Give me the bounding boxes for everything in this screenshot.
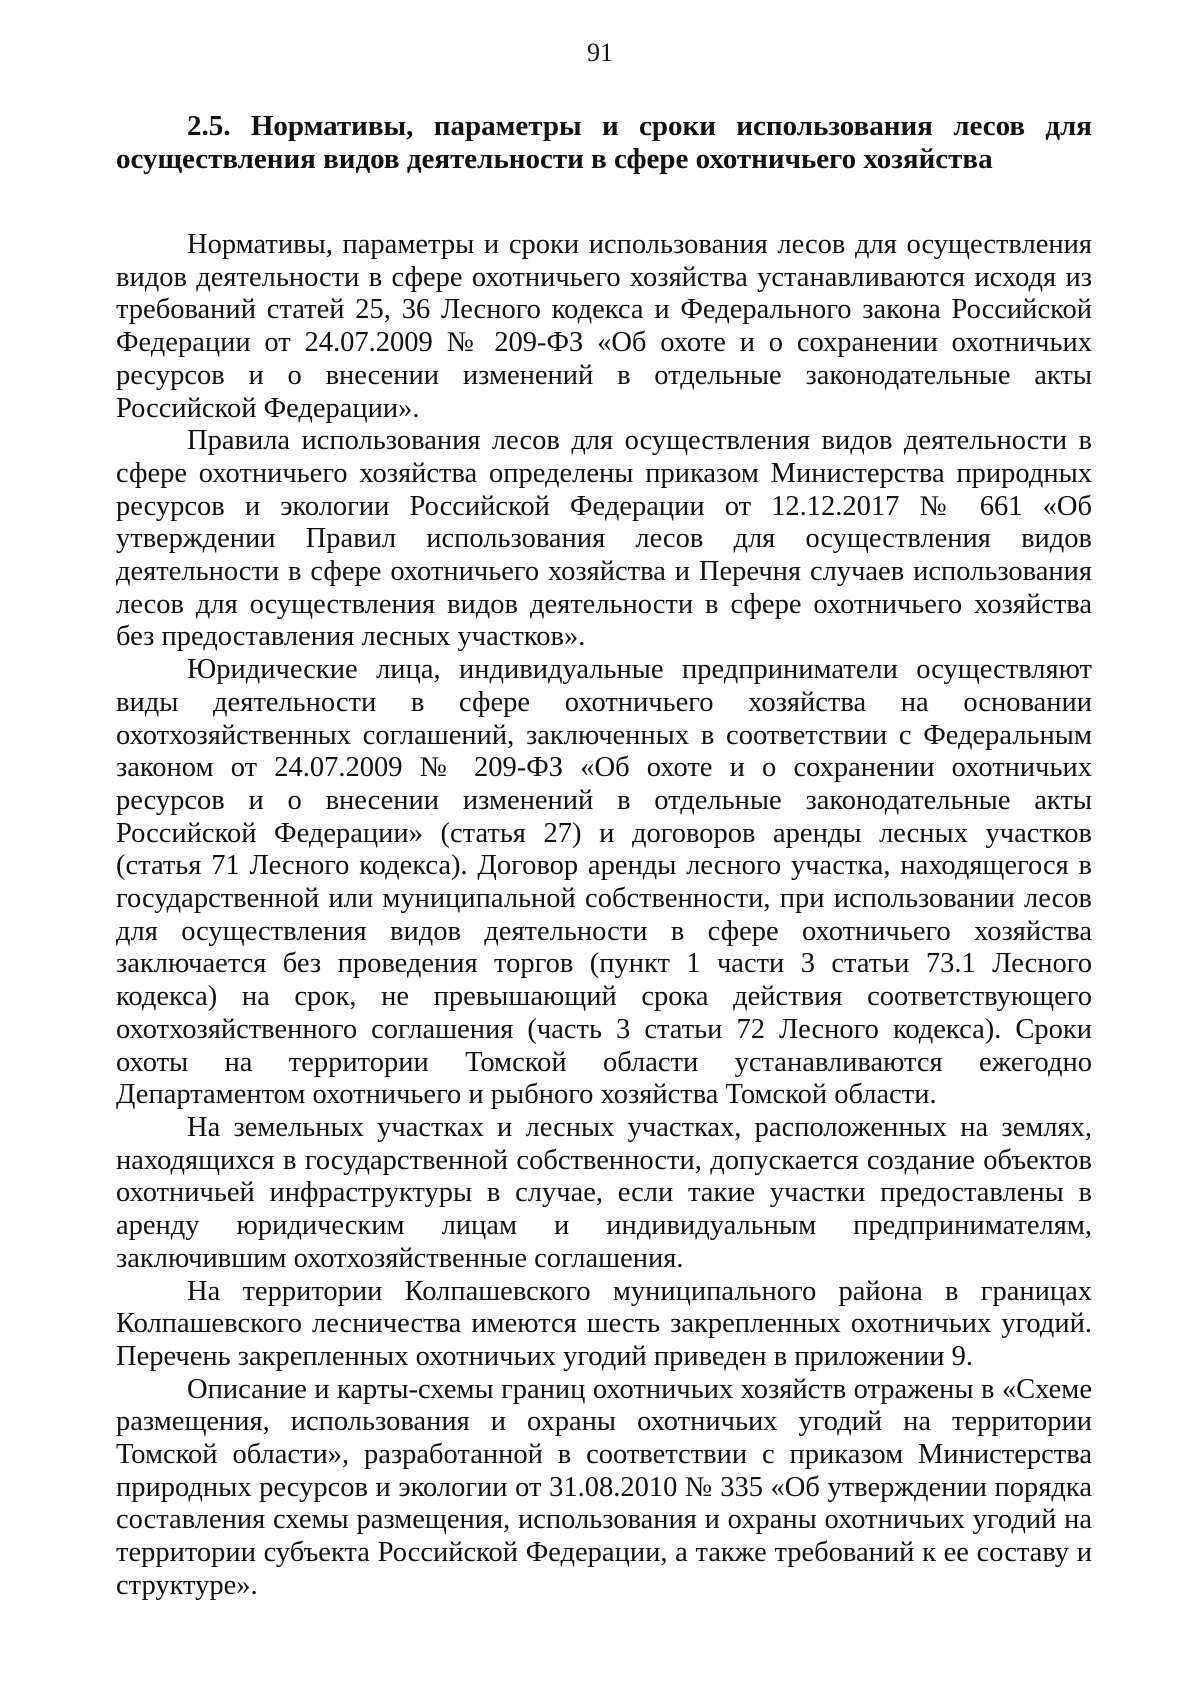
paragraph: Юридические лица, индивидуальные предприниматели осуществляют виды деятельности в сфере охотничьего хозяйства на основании охотхозяйственных соглашений, заключенных в соответствии с Федеральным законом от 24.07.2009 № 209-ФЗ «Об охоте и о сохранении охотничьих ресурсов и о внесении изменений в отдельные законодательные акты Российской Федерации» (статья 27) и договоров аренды лесных участков (статья 71 Лесного кодекса). Договор аренды лесного участка, находящегося в государственной или муниципальной собственности, при использовании лесов для осуществления видов деятельности в сфере охотничьего хозяйства заключается без проведения торгов (пункт 1 части 3 статьи 73.1 Лесного кодекса) на срок, не превышающий срока действия соответствующего охотхозяйственного соглашения (часть 3 статьи 72 Лесного кодекса). Сроки охоты на территории Томской области устанавливаются ежегодно Департаментом охотничьего и рыбного хозяйства Томской области.	[116, 654, 1092, 1111]
paragraph: На территории Колпашевского муниципального района в границах Колпашевского лесничества имеются шесть закрепленных охотничьих угодий. Перечень закрепленных охотничьих угодий приведен в приложении 9.	[116, 1275, 1092, 1372]
page-content	[116, 110, 1092, 1603]
body-text	[116, 229, 1092, 1603]
section-heading: 2.5. Нормативы, параметры и сроки использования лесов для осуществления видов деятельности в сфере охотничьего хозяйства	[116, 110, 1092, 175]
paragraph: На земельных участках и лесных участках, расположенных на землях, находящихся в государственной собственности, допускается создание объектов охотничьей инфраструктуры в случае, если такие участки предоставлены в аренду юридическим лицам и индивидуальным предпринимателям, заключившим охотхозяйственные соглашения.	[116, 1111, 1092, 1274]
paragraph: Правила использования лесов для осуществления видов деятельности в сфере охотничьего хозяйства определены приказом Министерства природных ресурсов и экологии Российской Федерации от 12.12.2017 № 661 «Об утверждении Правил использования лесов для осуществления видов деятельности в сфере охотничьего хозяйства и Перечня случаев использования лесов для осуществления видов деятельности в сфере охотничьего хозяйства без предоставления лесных участков».	[116, 425, 1092, 653]
page-number: 91	[587, 38, 613, 67]
paragraph: Описание и карты-схемы границ охотничьих хозяйств отражены в «Схеме размещения, использования и охраны охотничьих угодий на территории Томской области», разработанной в соответствии с приказом Министерства природных ресурсов и экологии от 31.08.2010 № 335 «Об утверждении порядка составления схемы размещения, использования и охраны охотничьих угодий на территории субъекта Российской Федерации, а также требований к ее составу и структуре».	[116, 1373, 1092, 1601]
paragraph: Нормативы, параметры и сроки использования лесов для осуществления видов деятельности в сфере охотничьего хозяйства устанавливаются исходя из требований статей 25, 36 Лесного кодекса и Федерального закона Российской Федерации от 24.07.2009 № 209-ФЗ «Об охоте и о сохранении охотничьих ресурсов и о внесении изменений в отдельные законодательные акты Российской Федерации».	[116, 229, 1092, 424]
